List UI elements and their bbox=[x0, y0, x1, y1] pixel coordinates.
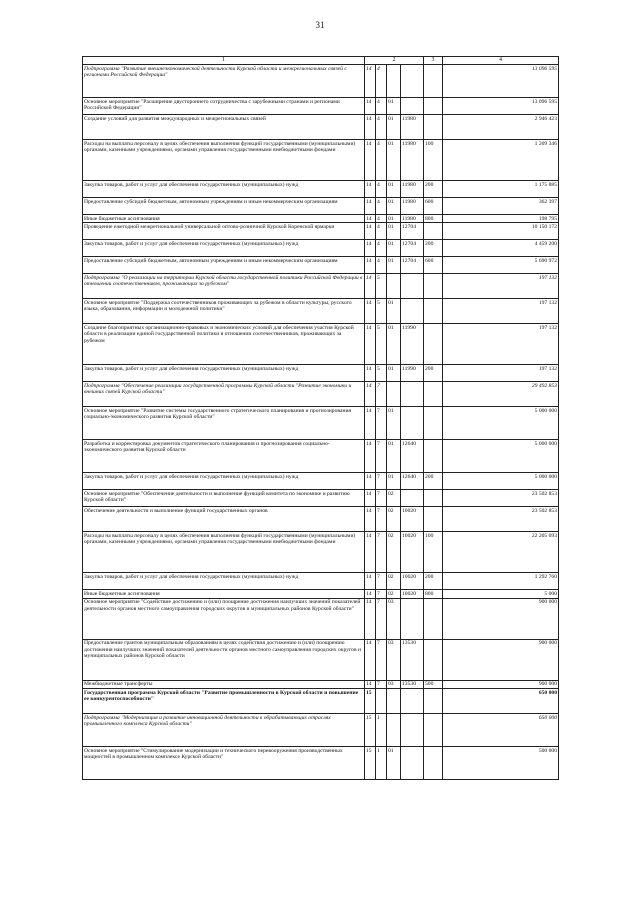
row-name: Закупка товаров, работ и услуг для обеспечения государственных (муниципальных) нужд bbox=[83, 365, 365, 382]
row-amount: 5 000 000 bbox=[443, 407, 559, 440]
budget-table bbox=[82, 56, 559, 780]
code-program: 14 bbox=[365, 140, 376, 181]
row-amount: 650 000 bbox=[443, 689, 559, 714]
code-activity: 01 bbox=[387, 223, 401, 240]
code-direction bbox=[401, 598, 424, 639]
code-direction bbox=[401, 382, 424, 407]
code-expense-type bbox=[424, 223, 443, 240]
code-program: 14 bbox=[365, 490, 376, 507]
code-expense-type bbox=[424, 98, 443, 115]
code-program: 14 bbox=[365, 198, 376, 215]
code-program: 14 bbox=[365, 598, 376, 639]
table-row bbox=[83, 115, 559, 140]
code-direction bbox=[401, 299, 424, 324]
code-expense-type bbox=[424, 65, 443, 98]
code-direction: 12704 bbox=[401, 240, 424, 257]
row-name: Расходы на выплаты персоналу в целях обеспечения выполнения функций государственными (муниципальными) органами, казенными учреждениями, органами управления государственными внебюджетными фондами bbox=[83, 140, 365, 181]
code-subprogram: 4 bbox=[376, 215, 387, 223]
header-row bbox=[83, 57, 559, 65]
table-row bbox=[83, 747, 559, 780]
code-subprogram: 1 bbox=[376, 747, 387, 780]
table-row bbox=[83, 324, 559, 365]
code-program: 14 bbox=[365, 274, 376, 299]
row-amount: 900 000 bbox=[443, 639, 559, 680]
code-activity: 01 bbox=[387, 257, 401, 274]
code-direction: 13530 bbox=[401, 680, 424, 688]
table-row bbox=[83, 532, 559, 573]
code-program: 14 bbox=[365, 532, 376, 573]
code-activity bbox=[387, 274, 401, 299]
row-name: Подпрограмма "Развитие внешнеэкономической деятельности Курской области и межрегиональных связей с регионами Российской Федерации" bbox=[83, 65, 365, 98]
table-row bbox=[83, 473, 559, 490]
code-program: 14 bbox=[365, 573, 376, 590]
code-subprogram: 1 bbox=[376, 714, 387, 747]
row-amount: 500 000 bbox=[443, 747, 559, 780]
code-expense-type bbox=[424, 639, 443, 680]
code-direction: 12704 bbox=[401, 223, 424, 240]
code-activity bbox=[387, 689, 401, 714]
table-row bbox=[83, 181, 559, 198]
code-direction: 11980 bbox=[401, 140, 424, 181]
code-direction bbox=[401, 65, 424, 98]
row-name: Основное мероприятие "Расширение двустороннего сотрудничества с зарубежными странами и регионами Российской Федерации" bbox=[83, 98, 365, 115]
row-amount: 362 397 bbox=[443, 198, 559, 215]
code-subprogram bbox=[376, 689, 387, 714]
code-direction: 10020 bbox=[401, 532, 424, 573]
table-row bbox=[83, 65, 559, 98]
code-activity: 01 bbox=[387, 181, 401, 198]
code-program: 14 bbox=[365, 473, 376, 490]
table-row bbox=[83, 198, 559, 215]
code-expense-type bbox=[424, 440, 443, 473]
header-col-2: 2 bbox=[365, 57, 424, 65]
header-col-3: 3 bbox=[424, 57, 443, 65]
code-direction: 10020 bbox=[401, 507, 424, 532]
row-amount: 13 096 595 bbox=[443, 65, 559, 98]
row-name: Обеспечение деятельности и выполнение функций государственных органов bbox=[83, 507, 365, 532]
code-activity bbox=[387, 65, 401, 98]
code-direction: 11990 bbox=[401, 324, 424, 365]
code-program: 14 bbox=[365, 299, 376, 324]
table-row bbox=[83, 714, 559, 747]
header-col-1: 1 bbox=[83, 57, 365, 65]
code-subprogram: 7 bbox=[376, 573, 387, 590]
row-name: Межбюджетные трансферты bbox=[83, 680, 365, 688]
code-subprogram: 7 bbox=[376, 490, 387, 507]
table-row bbox=[83, 382, 559, 407]
row-amount: 29 492 853 bbox=[443, 382, 559, 407]
code-activity: 03 bbox=[387, 639, 401, 680]
row-name: Закупка товаров, работ и услуг для обеспечения государственных (муниципальных) нужд bbox=[83, 181, 365, 198]
row-amount: 10 150 172 bbox=[443, 223, 559, 240]
row-name: Основное мероприятие "Стимулирование модернизации и технического перевооружения производственных мощностей в промышленном комплексе Курской области" bbox=[83, 747, 365, 780]
code-direction: 11980 bbox=[401, 115, 424, 140]
code-direction: 11980 bbox=[401, 181, 424, 198]
row-name: Предоставление субсидий бюджетным, автономным учреждениям и иным некоммерческим организациям bbox=[83, 257, 365, 274]
code-subprogram: 4 bbox=[376, 140, 387, 181]
code-direction: 12640 bbox=[401, 440, 424, 473]
table-row bbox=[83, 223, 559, 240]
row-amount: 13 096 595 bbox=[443, 98, 559, 115]
row-name: Создание благоприятных организационно-правовых и экономических условий для обеспечения участия Курской области в реализации единой государственной политики в отношении соотечественников, проживающих за рубежом bbox=[83, 324, 365, 365]
row-amount: 197 132 bbox=[443, 324, 559, 365]
code-activity: 01 bbox=[387, 407, 401, 440]
code-expense-type bbox=[424, 382, 443, 407]
row-name: Закупка товаров, работ и услуг для обеспечения государственных (муниципальных) нужд bbox=[83, 573, 365, 590]
code-expense-type bbox=[424, 747, 443, 780]
code-expense-type bbox=[424, 299, 443, 324]
row-name: Подпрограмма "О реализации на территории Курской области государственной политики Российской Федерации в отношении соотечественников, проживающих за рубежом" bbox=[83, 274, 365, 299]
row-amount: 4 459 200 bbox=[443, 240, 559, 257]
code-direction bbox=[401, 689, 424, 714]
code-direction bbox=[401, 407, 424, 440]
code-activity: 01 bbox=[387, 365, 401, 382]
code-subprogram: 7 bbox=[376, 590, 387, 598]
code-subprogram: 4 bbox=[376, 181, 387, 198]
row-amount: 23 502 853 bbox=[443, 507, 559, 532]
row-amount: 197 132 bbox=[443, 365, 559, 382]
code-activity: 01 bbox=[387, 299, 401, 324]
table-row bbox=[83, 598, 559, 639]
table-row bbox=[83, 440, 559, 473]
code-activity: 02 bbox=[387, 507, 401, 532]
page-number: 31 bbox=[315, 20, 325, 30]
row-amount: 22 205 093 bbox=[443, 532, 559, 573]
code-direction: 11980 bbox=[401, 198, 424, 215]
code-program: 14 bbox=[365, 181, 376, 198]
code-subprogram: 4 bbox=[376, 257, 387, 274]
table-row bbox=[83, 299, 559, 324]
code-activity: 01 bbox=[387, 324, 401, 365]
row-amount: 5 000 bbox=[443, 590, 559, 598]
code-program: 14 bbox=[365, 407, 376, 440]
table-row bbox=[83, 140, 559, 181]
row-name: Разработка и корректировка документов стратегического планирования и прогнозирования социально-экономического развития Курской области bbox=[83, 440, 365, 473]
code-activity: 02 bbox=[387, 490, 401, 507]
code-direction: 12640 bbox=[401, 473, 424, 490]
code-expense-type bbox=[424, 407, 443, 440]
code-expense-type bbox=[424, 714, 443, 747]
code-activity: 03 bbox=[387, 598, 401, 639]
code-program: 14 bbox=[365, 115, 376, 140]
code-expense-type: 100 bbox=[424, 140, 443, 181]
code-activity bbox=[387, 382, 401, 407]
code-activity: 01 bbox=[387, 473, 401, 490]
table-row bbox=[83, 365, 559, 382]
row-amount: 5 690 972 bbox=[443, 257, 559, 274]
code-expense-type bbox=[424, 490, 443, 507]
table-row bbox=[83, 257, 559, 274]
code-activity: 02 bbox=[387, 590, 401, 598]
table-row bbox=[83, 490, 559, 507]
code-direction: 13530 bbox=[401, 639, 424, 680]
table-row bbox=[83, 639, 559, 680]
code-program: 14 bbox=[365, 382, 376, 407]
row-amount: 197 132 bbox=[443, 299, 559, 324]
code-expense-type bbox=[424, 507, 443, 532]
code-activity: 01 bbox=[387, 215, 401, 223]
code-program: 14 bbox=[365, 98, 376, 115]
code-subprogram: 7 bbox=[376, 532, 387, 573]
code-subprogram: 4 bbox=[376, 198, 387, 215]
code-direction: 10020 bbox=[401, 573, 424, 590]
code-program: 14 bbox=[365, 365, 376, 382]
code-direction: 12704 bbox=[401, 257, 424, 274]
code-expense-type: 200 bbox=[424, 365, 443, 382]
code-expense-type: 200 bbox=[424, 473, 443, 490]
table-row bbox=[83, 689, 559, 714]
row-amount: 198 795 bbox=[443, 215, 559, 223]
row-name: Основное мероприятие "Обеспечение деятельности и выполнение функций комитета по экономике и развитию Курской области" bbox=[83, 490, 365, 507]
code-program: 15 bbox=[365, 714, 376, 747]
code-direction bbox=[401, 274, 424, 299]
table-row bbox=[83, 590, 559, 598]
table-row bbox=[83, 407, 559, 440]
code-expense-type: 600 bbox=[424, 257, 443, 274]
code-activity: 01 bbox=[387, 747, 401, 780]
table-row bbox=[83, 573, 559, 590]
row-amount: 900 000 bbox=[443, 680, 559, 688]
row-name: Создание условий для развития международных и межрегиональных связей bbox=[83, 115, 365, 140]
row-amount: 5 000 000 bbox=[443, 440, 559, 473]
row-amount: 1 292 760 bbox=[443, 573, 559, 590]
row-amount: 23 502 853 bbox=[443, 490, 559, 507]
code-direction bbox=[401, 714, 424, 747]
row-amount: 650 000 bbox=[443, 714, 559, 747]
code-direction bbox=[401, 490, 424, 507]
code-activity: 03 bbox=[387, 680, 401, 688]
code-activity: 02 bbox=[387, 532, 401, 573]
table-row bbox=[83, 680, 559, 688]
code-expense-type: 200 bbox=[424, 181, 443, 198]
code-direction: 11990 bbox=[401, 365, 424, 382]
row-name: Государственная программа Курской области "Развитие промышленности в Курской области и повышение ее конкурентоспособности" bbox=[83, 689, 365, 714]
table-row bbox=[83, 507, 559, 532]
code-expense-type bbox=[424, 598, 443, 639]
code-subprogram: 7 bbox=[376, 440, 387, 473]
code-expense-type: 200 bbox=[424, 573, 443, 590]
code-activity: 01 bbox=[387, 198, 401, 215]
code-direction bbox=[401, 98, 424, 115]
code-program: 14 bbox=[365, 639, 376, 680]
code-direction bbox=[401, 747, 424, 780]
code-program: 14 bbox=[365, 324, 376, 365]
code-program: 14 bbox=[365, 240, 376, 257]
code-subprogram: 7 bbox=[376, 598, 387, 639]
code-activity: 01 bbox=[387, 115, 401, 140]
code-program: 14 bbox=[365, 257, 376, 274]
row-name: Иные бюджетные ассигнования bbox=[83, 215, 365, 223]
code-program: 15 bbox=[365, 747, 376, 780]
code-expense-type: 800 bbox=[424, 590, 443, 598]
code-expense-type bbox=[424, 324, 443, 365]
code-activity: 01 bbox=[387, 440, 401, 473]
row-amount: 197 132 bbox=[443, 274, 559, 299]
code-subprogram: 4 bbox=[376, 223, 387, 240]
row-amount: 900 000 bbox=[443, 598, 559, 639]
table-row bbox=[83, 98, 559, 115]
code-subprogram: 7 bbox=[376, 639, 387, 680]
code-program: 14 bbox=[365, 223, 376, 240]
code-direction: 10020 bbox=[401, 590, 424, 598]
code-subprogram: 4 bbox=[376, 98, 387, 115]
code-subprogram: 7 bbox=[376, 507, 387, 532]
row-name: Предоставление грантов муниципальным образованиям в целях содействия достижению и (или) поощрению достижения наилучших значений показателей деятельности органов местного самоуправления городских округов и муниципальных районов Курской области bbox=[83, 639, 365, 680]
row-name: Закупка товаров, работ и услуг для обеспечения государственных (муниципальных) нужд bbox=[83, 240, 365, 257]
code-expense-type: 600 bbox=[424, 198, 443, 215]
table-row bbox=[83, 215, 559, 223]
code-program: 14 bbox=[365, 440, 376, 473]
code-expense-type: 500 bbox=[424, 680, 443, 688]
code-activity: 01 bbox=[387, 140, 401, 181]
code-expense-type: 100 bbox=[424, 532, 443, 573]
row-name: Закупка товаров, работ и услуг для обеспечения государственных (муниципальных) нужд bbox=[83, 473, 365, 490]
row-name: Основное мероприятие "Поддержка соотечественников проживающих за рубежом в области культуры, русского языка, образования, информации и молодежной политики" bbox=[83, 299, 365, 324]
code-program: 14 bbox=[365, 65, 376, 98]
code-program: 15 bbox=[365, 689, 376, 714]
code-activity: 01 bbox=[387, 98, 401, 115]
code-expense-type bbox=[424, 274, 443, 299]
header-col-4: 4 bbox=[443, 57, 559, 65]
code-program: 14 bbox=[365, 507, 376, 532]
code-subprogram: 4 bbox=[376, 65, 387, 98]
row-name: Предоставление субсидий бюджетным, автономным учреждениям и иным некоммерческим организациям bbox=[83, 198, 365, 215]
code-subprogram: 5 bbox=[376, 365, 387, 382]
code-program: 14 bbox=[365, 590, 376, 598]
row-amount: 1 175 885 bbox=[443, 181, 559, 198]
code-subprogram: 5 bbox=[376, 299, 387, 324]
row-name: Подпрограмма "Модернизация и развитие инновационной деятельности в обрабатывающих отраслях промышленного комплекса Курской области" bbox=[83, 714, 365, 747]
code-subprogram: 7 bbox=[376, 680, 387, 688]
code-expense-type: 800 bbox=[424, 215, 443, 223]
code-expense-type bbox=[424, 115, 443, 140]
row-name: Основное мероприятие "Содействие достижению и (или) поощрение достижения наилучших значений показателей деятельности органов местного самоуправления городских округов и муниципальных районов Курской области" bbox=[83, 598, 365, 639]
row-name: Основное мероприятие "Развитие системы государственного стратегического планирования и прогнозирования социально-экономического развития Курской области" bbox=[83, 407, 365, 440]
code-expense-type bbox=[424, 689, 443, 714]
code-subprogram: 7 bbox=[376, 382, 387, 407]
row-name: Расходы на выплаты персоналу в целях обеспечения выполнения функций государственными (муниципальными) органами, казенными учреждениями, органами управления государственными внебюджетными фондами bbox=[83, 532, 365, 573]
row-name: Подпрограмма "Обеспечение реализации государственной программы Курской области "Развитие экономики и внешних связей Курской области" bbox=[83, 382, 365, 407]
code-program: 14 bbox=[365, 215, 376, 223]
code-subprogram: 5 bbox=[376, 324, 387, 365]
table-row bbox=[83, 274, 559, 299]
row-name: Проведение ежегодной межрегиональной универсальной оптово-розничной Курской Коренской ярмарки bbox=[83, 223, 365, 240]
row-amount: 2 946 423 bbox=[443, 115, 559, 140]
code-activity: 02 bbox=[387, 573, 401, 590]
code-subprogram: 7 bbox=[376, 473, 387, 490]
row-name: Иные бюджетные ассигнования bbox=[83, 590, 365, 598]
code-subprogram: 7 bbox=[376, 407, 387, 440]
code-program: 14 bbox=[365, 680, 376, 688]
row-amount: 1 209 346 bbox=[443, 140, 559, 181]
code-subprogram: 4 bbox=[376, 240, 387, 257]
code-activity: 01 bbox=[387, 240, 401, 257]
code-subprogram: 5 bbox=[376, 274, 387, 299]
code-subprogram: 4 bbox=[376, 115, 387, 140]
code-expense-type: 200 bbox=[424, 240, 443, 257]
code-direction: 11980 bbox=[401, 215, 424, 223]
code-activity bbox=[387, 714, 401, 747]
table-row bbox=[83, 240, 559, 257]
row-amount: 5 000 000 bbox=[443, 473, 559, 490]
